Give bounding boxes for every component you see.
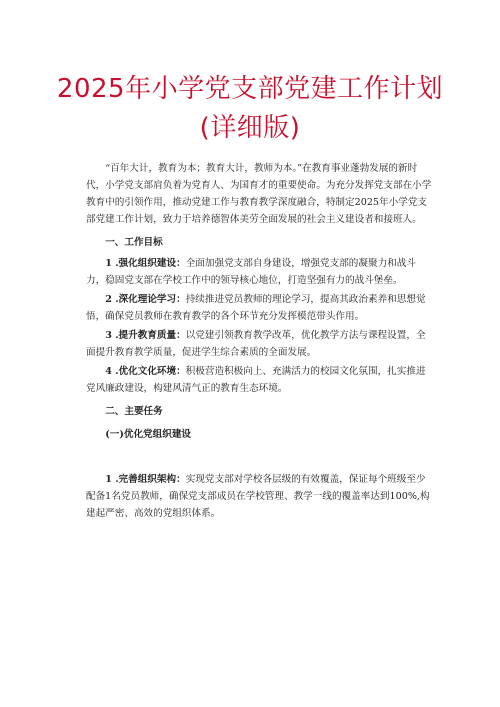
task-text: 实现党支部对学校各层级的有效覆盖，保证每个班级至少配备1名党员教师，确保党支部成员在学校管理、教学一线的覆盖率达到100%,构建起严密、高效的党组织体系。 — [86, 474, 430, 519]
document-body — [86, 160, 432, 522]
goal-item — [86, 291, 432, 325]
goal-label: 1 .强化组织建设： — [105, 258, 186, 269]
subsection-heading: (一)优化党组织建设 — [105, 429, 192, 440]
goal-label: 4 .优化文化环境： — [105, 366, 186, 377]
goal-text: 全面加强党支部自身建设，增强党支部的凝聚力和战斗力，稳固党支部在学校工作中的领导核心地位，打造坚强有力的战斗堡垒。 — [86, 258, 416, 286]
task-item — [86, 471, 432, 522]
document-subtitle: (详细版) — [199, 113, 301, 143]
task-label: 1 .完善组织架构： — [105, 474, 186, 485]
goal-label: 2 .深化理论学习： — [105, 294, 186, 305]
goal-text: 以党建引领教育教学改革，优化教学方法与课程设置，全面提升教育教学质量，促进学生综合素质的全面发展。 — [86, 330, 426, 358]
goal-text: 积极营造积极向上、充满活力的校园文化氛围，扎实推进党风廉政建设，构建风清气正的教育生态环境。 — [86, 366, 426, 394]
goal-item — [86, 327, 432, 361]
goal-text: 持续推进党员教师的理论学习，提高其政治素养和思想觉悟，确保党员教师在教育教学的各个环节充分发挥模范带头作用。 — [86, 294, 426, 322]
goal-item — [86, 255, 432, 289]
document-title: 2025年小学党支部党建工作计划 — [56, 74, 444, 104]
goal-item — [86, 363, 432, 397]
section-heading-tasks: 二、主要任务 — [105, 406, 163, 417]
section-heading-goals: 一、工作目标 — [105, 237, 163, 248]
intro-paragraph: “百年大计，教育为本；教育大计，教师为本。”在教育事业蓬勃发展的新时代，小学党支部肩负着为党育人、为国育才的重要使命。为充分发挥党支部在小学教育中的引领作用，推动党建工作与教育教学深度融合，特制定2025年小学党支部党建工作计划，致力于培养德智体美劳全面发展的社会主义建设者和接班人。 — [86, 163, 432, 225]
goal-label: 3 .提升教育质量： — [105, 330, 186, 341]
